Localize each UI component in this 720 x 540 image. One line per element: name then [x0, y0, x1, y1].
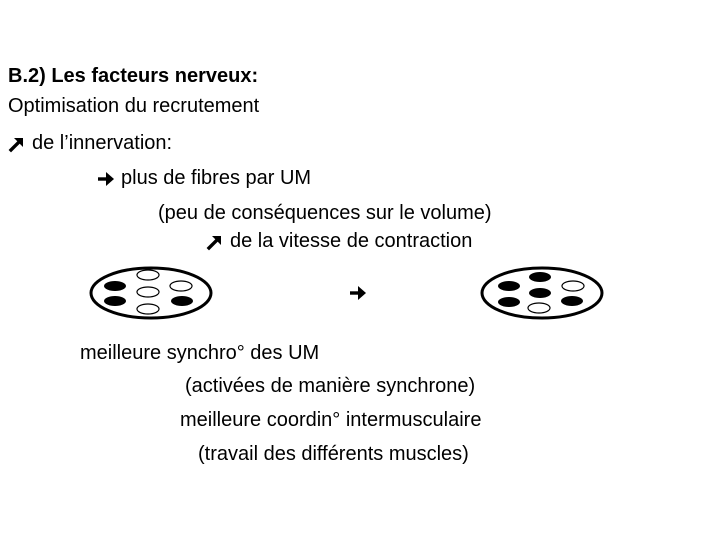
activees-line: (activées de manière synchrone): [185, 375, 476, 397]
vitesse-text: de la vitesse de contraction: [230, 230, 473, 252]
peu-consequences-line: (peu de conséquences sur le volume): [158, 202, 492, 224]
coordin-line: meilleure coordin° intermusculaire: [180, 409, 482, 431]
right-arrow-icon: [97, 171, 115, 187]
active-fiber: [498, 281, 520, 291]
active-fiber: [529, 272, 551, 282]
inactive-fiber: [528, 303, 550, 313]
muscle-after-diagram: [479, 264, 607, 322]
up-right-arrow-icon: [8, 135, 26, 153]
inactive-fiber: [170, 281, 192, 291]
active-fiber: [171, 296, 193, 306]
innervation-line: [8, 131, 172, 155]
optimisation-line: Optimisation du recrutement: [8, 95, 260, 117]
plus-fibres-line: [97, 166, 311, 190]
active-fiber: [529, 288, 551, 298]
active-fiber: [104, 296, 126, 306]
travail-line: (travail des différents muscles): [198, 443, 469, 465]
innervation-text: de l’innervation:: [32, 132, 173, 154]
inactive-fiber: [137, 270, 159, 280]
active-fiber: [561, 296, 583, 306]
right-arrow-icon: [349, 285, 367, 301]
muscle-before-diagram: [88, 264, 216, 322]
plus-fibres-text: plus de fibres par UM: [121, 167, 312, 189]
active-fiber: [498, 297, 520, 307]
active-fiber: [104, 281, 126, 291]
up-right-arrow-icon: [206, 233, 224, 251]
inactive-fiber: [137, 287, 159, 297]
inactive-fiber: [562, 281, 584, 291]
vitesse-line: [206, 229, 472, 253]
synchro-line: meilleure synchro° des UM: [80, 342, 320, 364]
inactive-fiber: [137, 304, 159, 314]
section-heading: B.2) Les facteurs nerveux:: [8, 65, 259, 87]
